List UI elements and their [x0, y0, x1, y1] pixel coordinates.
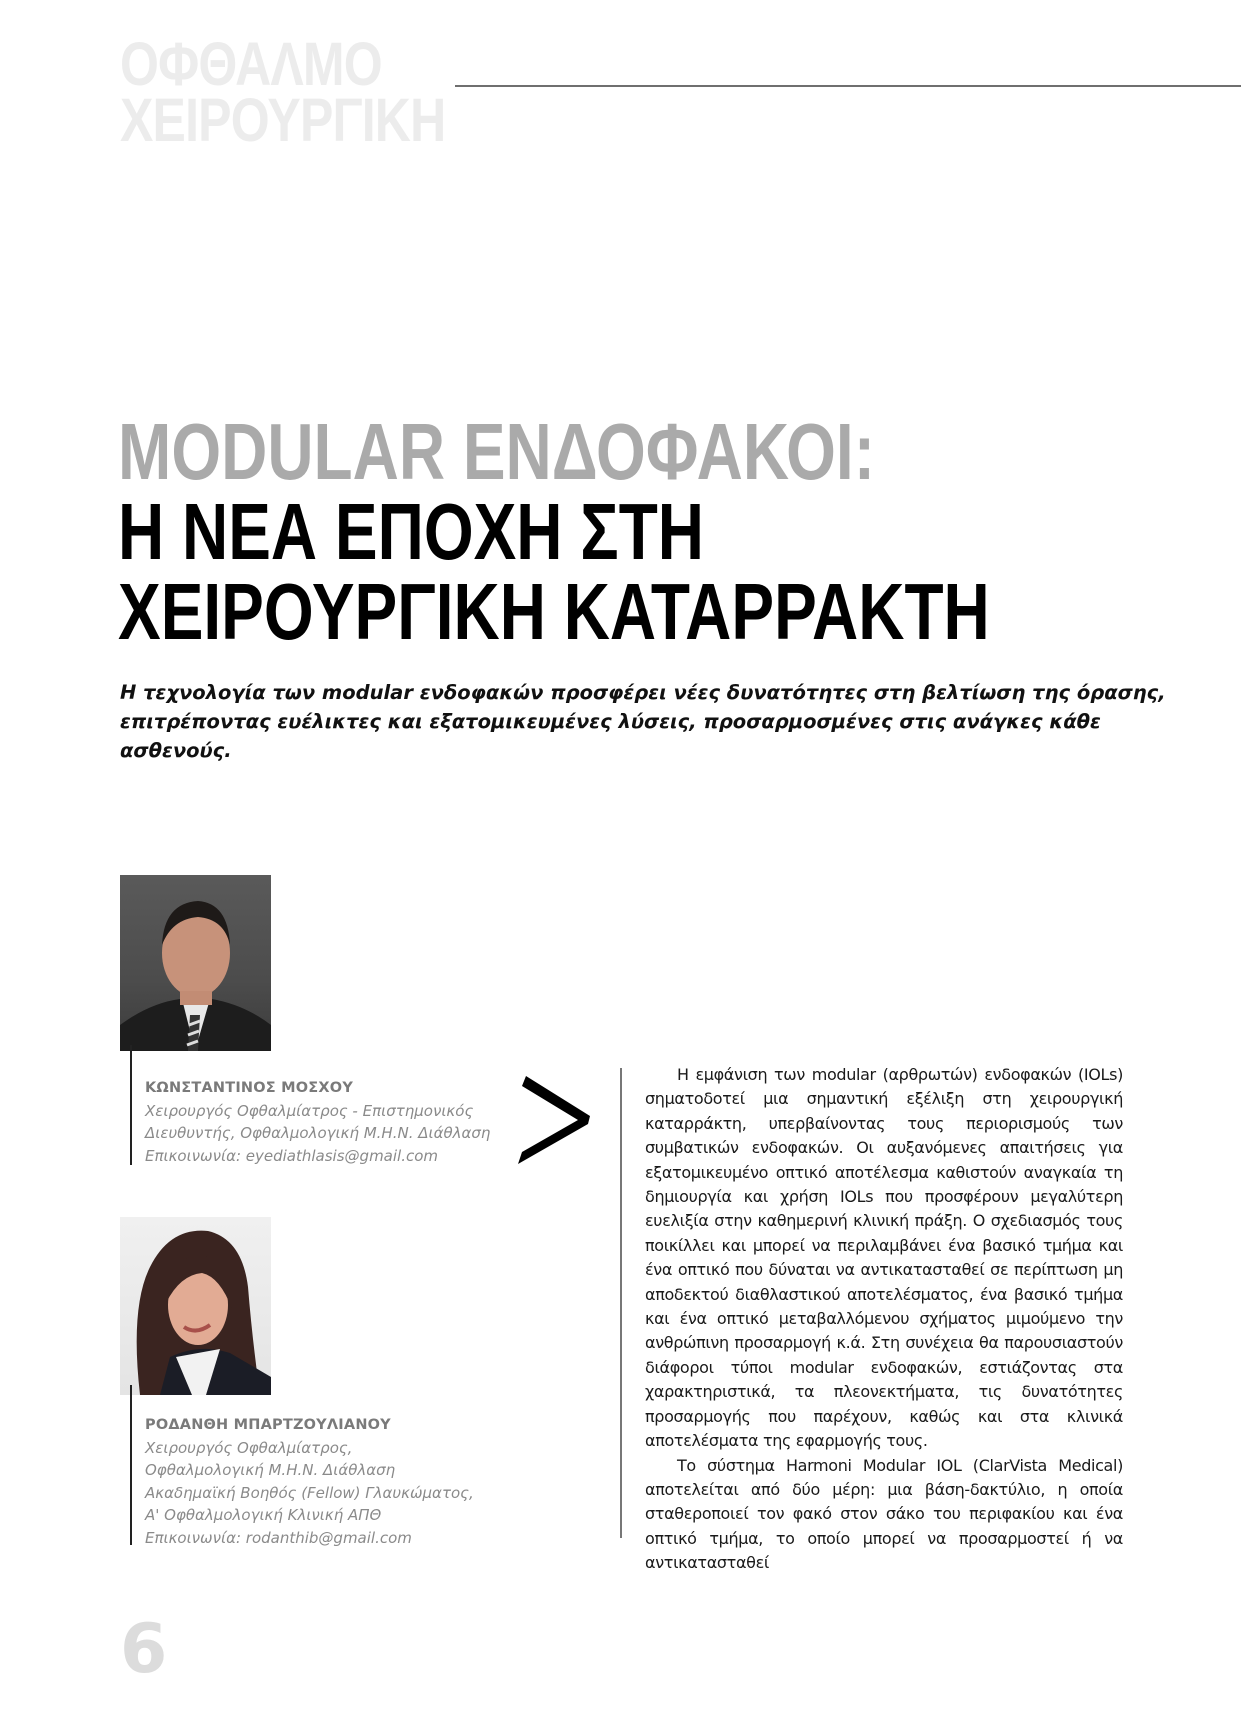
author-2-contact[interactable]: Επικοινωνία: rodanthib@gmail.com: [145, 1528, 412, 1547]
body-paragraph-2: Το σύστημα Harmoni Modular IOL (ClarVista Medical) αποτελείται από δύο μέρη: μια βάση-δακτύλιο, η οποία σταθεροποιεί τον φακό στον σάκο του περιφακίου και ένα οπτικό τμήμα, το οποίο μπορεί να προσαρμοστεί ή να αντικατασταθεί: [645, 1455, 1123, 1573]
author-1-contact[interactable]: Επικοινωνία: eyediathlasis@gmail.com: [145, 1146, 439, 1165]
portrait-man-icon: [120, 875, 271, 1051]
author-2-role-line-2: Οφθαλμολογική Μ.Η.Ν. Διάθλαση: [145, 1461, 396, 1479]
author-1-name: ΚΩΝΣΤΑΝΤΙΝΟΣ ΜΟΣΧΟΥ: [145, 1080, 354, 1096]
author-2-role-line-3: Ακαδημαϊκή Βοηθός (Fellow) Γλαυκώματος,: [145, 1483, 474, 1502]
chevron-right-icon: [512, 1072, 592, 1167]
author-photo-2: [120, 1217, 271, 1395]
author-1-role-line-2: Διευθυντής, Οφθαλμολογική Μ.Η.Ν. Διάθλαση: [145, 1124, 491, 1142]
title-line-2: Η ΝΕΑ ΕΠΟΧΗ ΣΤΗ: [118, 487, 704, 576]
title-line-3: ΧΕΙΡΟΥΡΓΙΚΗ ΚΑΤΑΡΡΑΚΤΗ: [118, 567, 990, 656]
page-number: 6: [120, 1610, 168, 1689]
article-body: [645, 1063, 1123, 1576]
author-2: [145, 1414, 474, 1549]
author-photo-1: [120, 875, 271, 1051]
author-1-role-line-1: Χειρουργός Οφθαλμίατρος - Επιστημονικός: [145, 1101, 474, 1120]
author-2-name: ΡΟΔΑΝΘΗ ΜΠΑΡΤΖΟΥΛΙΑΝΟΥ: [145, 1417, 391, 1433]
body-paragraph-1: Η εμφάνιση των modular (αρθρωτών) ενδοφακών (IOLs) σηματοδοτεί μια σημαντική εξέλιξη στη χειρουργική καταρράκτη, υπερβαίνοντας τους περιορισμούς των συμβατικών ενδοφακών. Οι αυξανόμενες απαιτήσεις για εξατομικευμένο οπτικό αποτέλεσμα καθιστούν αναγκαία τη δημιουργία και χρήση IOLs που προσφέρουν μεγαλύτερη ευελιξία στην καθημερινή κλινική πράξη. Ο σχεδιασμός τους ποικίλλει και μπορεί να περιλαμβάνει ένα βασικό τμήμα και ένα οπτικό που δύναται να αντικατασταθεί σε περίπτωση μη αποδεκτού διαθλαστικού αποτελέσματος, ένα βασικό τμήμα και ένα οπτικό μεταβαλλόμενου σχήματος μιμούμενο την ανθρώπινη προσαρμογή κ.ά. Στη συνέχεια θα παρουσιαστούν διάφοροι τύποι modular ενδοφακών, εστιάζοντας στα χαρακτηριστικά, τα πλεονεκτήματα, τις δυνατότητες προσαρμογής που παρέχουν, καθώς και στα κλινικά αποτελέσματα της εφαρμογής τους.: [645, 1065, 1123, 1451]
section-kicker-line1: ΟΦΘΑΛΜΟ: [120, 30, 382, 98]
author-2-role-line-1: Χειρουργός Οφθαλμίατρος,: [145, 1438, 353, 1457]
section-kicker: [120, 30, 446, 154]
article-lede: Η τεχνολογία των modular ενδοφακών προσφέρει νέες δυνατότητες στη βελτίωση της όρασης, επιτρέποντας ευέλικτες και εξατομικευμένες λύσεις, προσαρμοσμένες στις ανάγκες κάθε ασθενούς.: [120, 681, 1166, 762]
body-column-rule: [620, 1068, 622, 1538]
author-2-role-line-4: Α' Οφθαλμολογική Κλινική ΑΠΘ: [145, 1506, 382, 1524]
article-title: [118, 407, 990, 656]
author-1-rule: [130, 1045, 132, 1165]
author-2-rule: [130, 1385, 132, 1545]
portrait-woman-icon: [120, 1217, 271, 1395]
author-1: [145, 1077, 490, 1167]
section-kicker-line2: ΧΕΙΡΟΥΡΓΙΚΗ: [120, 86, 446, 154]
title-line-1: MODULAR ΕΝΔΟΦΑΚΟΙ:: [118, 407, 875, 496]
header-rule: [455, 85, 1241, 87]
